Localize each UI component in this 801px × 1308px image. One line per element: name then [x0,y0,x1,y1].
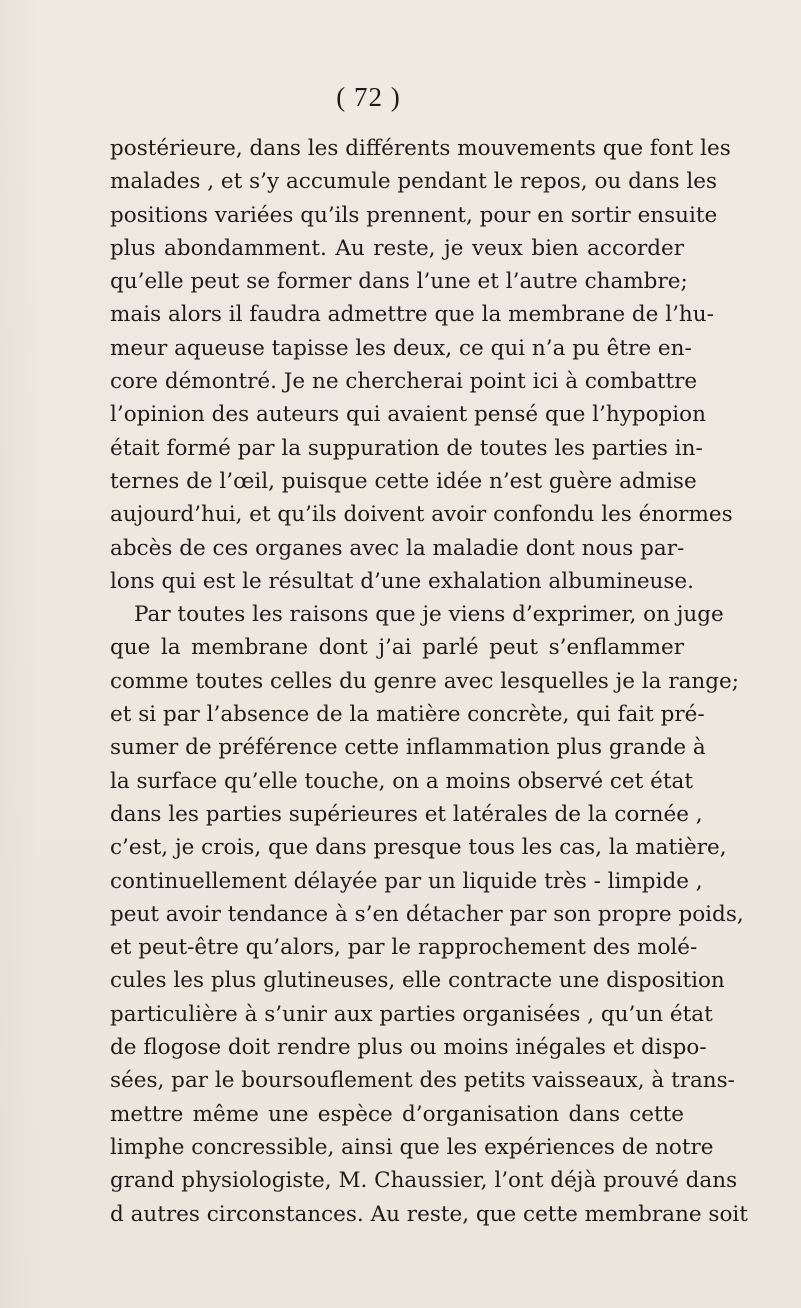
text-line: positions variées qu’ils prennent, pour en sortir ensuite [110,202,718,228]
text-line: mettre même une espèce d’organisation dans cette [110,1101,684,1127]
text-line: meur aqueuse tapisse les deux, ce qui n’a pu être en- [110,335,692,361]
text-line: continuellement délayée par un liquide très - limpide , [110,868,703,894]
text-line: cules les plus glutineuses, elle contracte une disposition [110,968,725,994]
page-number: ( 72 ) [336,82,401,112]
text-line: l’opinion des auteurs qui avaient pensé que l’hypopion [110,402,706,428]
text-line: et peut-être qu’alors, par le rapprochement des molé- [110,935,698,961]
text-line: core démontré. Je ne chercherai point ici à combattre [110,369,698,395]
text-line: lons qui est le résultat d’une exhalation albumineuse. [110,568,694,594]
text-line: grand physiologiste, M. Chaussier, l’ont déjà prouvé dans [110,1168,738,1194]
text-line: plus abondamment. Au reste, je veux bien accorder [110,235,684,261]
text-line: c’est, je crois, que dans presque tous les cas, la matière, [110,835,727,861]
text-line: de flogose doit rendre plus ou moins inégales et dispo- [110,1035,707,1061]
text-line: particulière à s’unir aux parties organisées , qu’un état [110,1001,713,1027]
text-line: sumer de préférence cette inflammation plus grande à [110,735,706,761]
text-line: que la membrane dont j’ai parlé peut s’enflammer [110,635,684,661]
text-line: d autres circonstances. Au reste, que cette membrane soit [110,1201,748,1227]
text-line: comme toutes celles du genre avec lesquelles je la range; [110,668,740,694]
text-line: peut avoir tendance à s’en détacher par son propre poids, [110,901,744,927]
text-line: ternes de l’œil, puisque cette idée n’est guère admise [110,468,697,494]
text-line: Par toutes les raisons que je viens d’exprimer, on juge [134,602,724,628]
text-line: était formé par la suppuration de toutes les parties in- [110,435,703,461]
text-line: et si par l’absence de la matière concrète, qui fait pré- [110,702,705,728]
text-line: la surface qu’elle touche, on a moins observé cet état [110,768,693,794]
text-line: mais alors il faudra admettre que la membrane de l’hu- [110,302,714,328]
text-line: qu’elle peut se former dans l’une et l’autre chambre; [110,269,688,295]
text-line: postérieure, dans les différents mouvements que font les [110,136,731,161]
text-line: dans les parties supérieures et latérales de la cornée , [110,801,703,827]
text-line: sées, par le boursouflement des petits vaisseaux, à trans- [110,1068,735,1094]
text-line: aujourd’hui, et qu’ils doivent avoir confondu les énormes [110,502,733,528]
text-line: malades , et s’y accumule pendant le repos, ou dans les [110,169,718,195]
body-text [110,132,748,1231]
text-line: limphe concressible, ainsi que les expériences de notre [110,1134,714,1160]
text-line: abcès de ces organes avec la maladie dont nous par- [110,535,685,561]
